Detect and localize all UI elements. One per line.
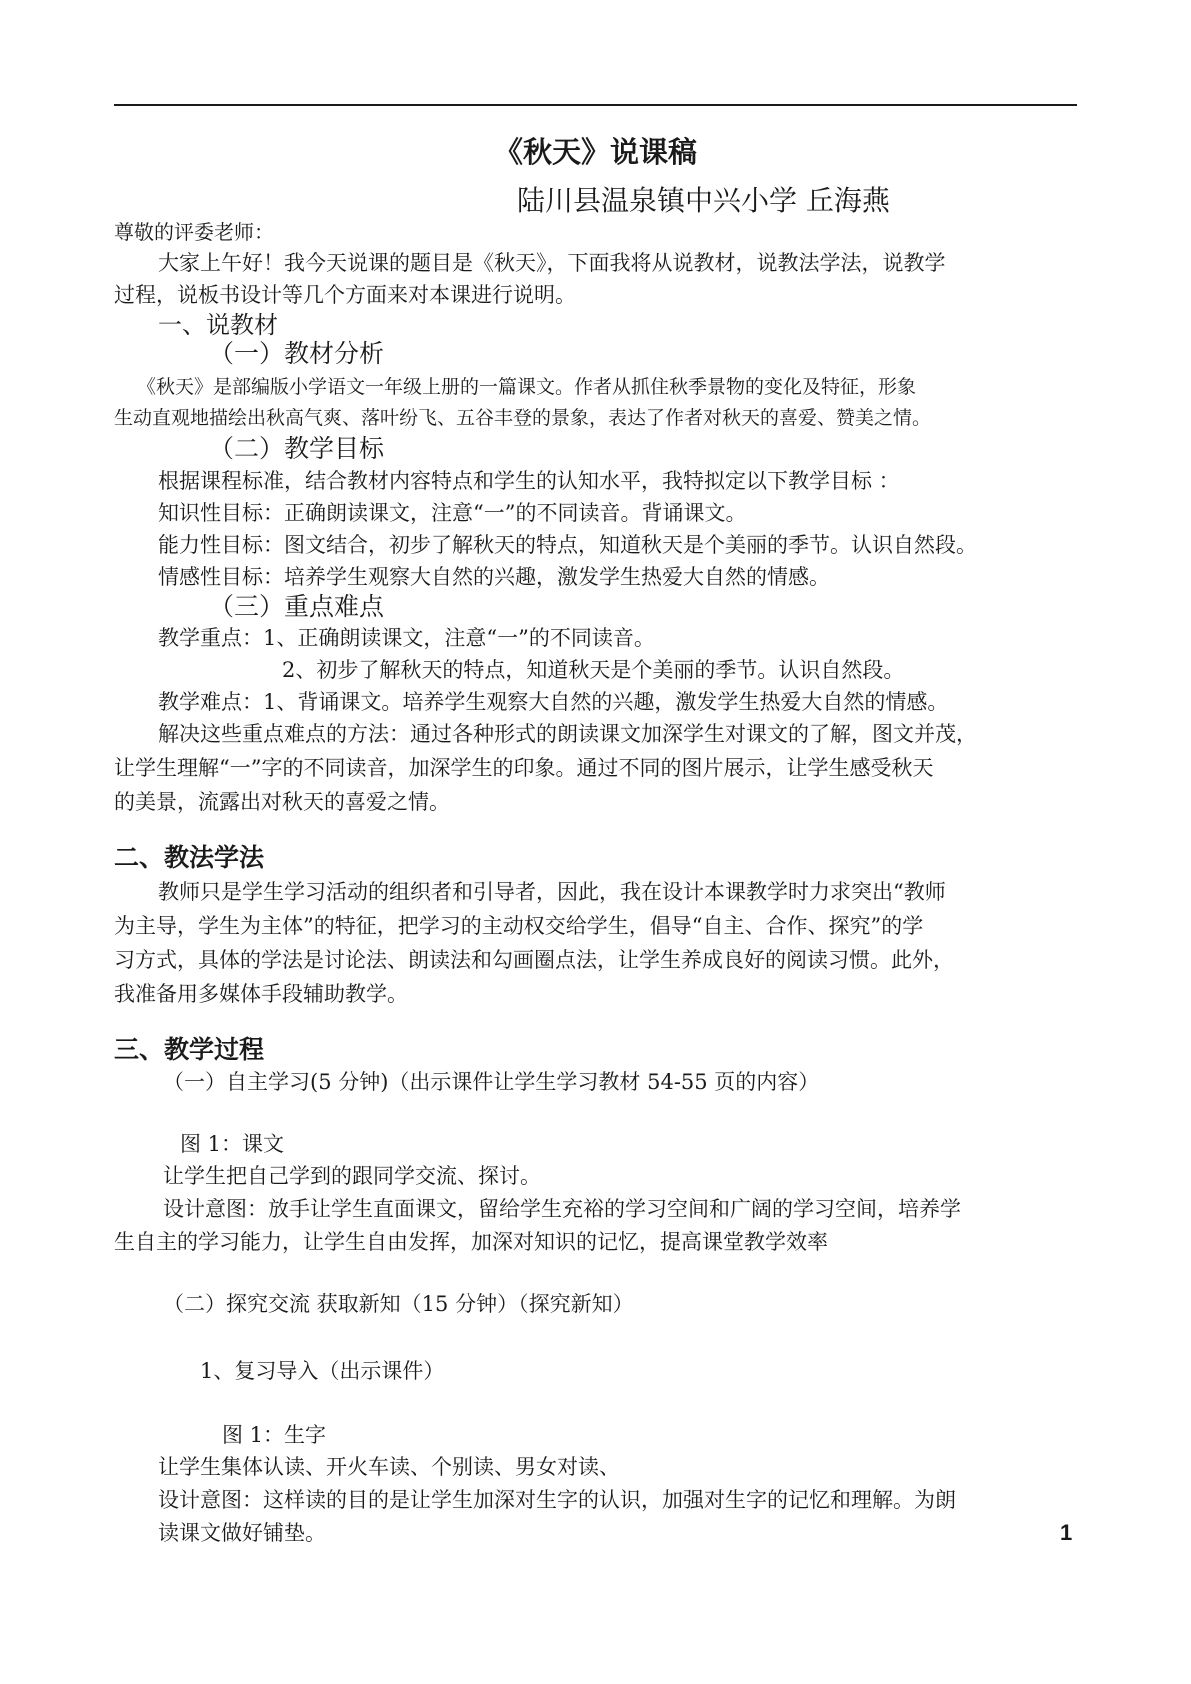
section-2-line-1: 教师只是学生学习活动的组织者和引导者，因此，我在设计本课教学时力求突出“教师 bbox=[158, 880, 946, 904]
key-point-2: 2、初步了解秋天的特点，知道秋天是个美丽的季节。认识自然段。 bbox=[282, 658, 905, 682]
section-1-sub-2-heading: （二）教学目标 bbox=[209, 434, 385, 463]
sub-2-line-1: 根据课程标准，结合教材内容特点和学生的认知水平，我特拟定以下教学目标 ： bbox=[158, 469, 900, 493]
method-line-3: 的美景，流露出对秋天的喜爱之情。 bbox=[114, 790, 450, 814]
intro-line-1: 大家上午好！我今天说课的题目是《秋天》，下面我将从说教材，说教法学法，说教学 bbox=[158, 251, 946, 275]
part-1-heading: （一）自主学习(5 分钟)（出示课件让学生学习教材 54-55 页的内容） bbox=[163, 1070, 820, 1094]
sub-2-line-2: 知识性目标：正确朗读课文，注意“一”的不同读音。背诵课文。 bbox=[158, 501, 747, 525]
greeting: 尊敬的评委老师： bbox=[114, 220, 274, 244]
sub-2-line-3: 能力性目标：图文结合，初步了解秋天的特点，知道秋天是个美丽的季节。认识自然段。 bbox=[158, 533, 977, 557]
key-point-1: 教学重点：1、正确朗读课文，注意“一”的不同读音。 bbox=[158, 626, 655, 650]
sub-2-line-4: 情感性目标：培养学生观察大自然的兴趣，激发学生热爱大自然的情感。 bbox=[158, 565, 830, 589]
part-1-line-1: 让学生把自己学到的跟同学交流、探讨。 bbox=[163, 1164, 541, 1188]
method-line-1: 解决这些重点难点的方法：通过各种形式的朗读课文加深学生对课文的了解，图文并茂， bbox=[158, 722, 977, 746]
section-2-line-2: 为主导，学生为主体”的特征，把学习的主动权交给学生，倡导“自主、合作、探究”的学 bbox=[114, 914, 924, 938]
section-3-heading: 三、教学过程 bbox=[114, 1035, 265, 1064]
method-line-2: 让学生理解“一”字的不同读音，加深学生的印象。通过不同的图片展示，让学生感受秋天 bbox=[114, 756, 934, 780]
author-line: 陆川县温泉镇中兴小学 丘海燕 bbox=[517, 184, 890, 217]
part-1-figure-caption: 图 1：课文 bbox=[180, 1132, 285, 1156]
page-number: 1 bbox=[1060, 1520, 1073, 1545]
part-2-step-1: 1、复习导入（出示课件） bbox=[200, 1359, 445, 1383]
section-1-sub-3-heading: （三）重点难点 bbox=[209, 592, 385, 621]
section-2-heading: 二、教法学法 bbox=[114, 843, 265, 872]
section-2-line-3: 习方式，具体的学法是讨论法、朗读法和勾画圈点法，让学生养成良好的阅读习惯。此外， bbox=[114, 948, 954, 972]
part-2-design-line-2: 读课文做好铺垫。 bbox=[158, 1521, 326, 1545]
part-2-design-line-1: 设计意图：这样读的目的是让学生加深对生字的认识，加强对生字的记忆和理解。为朗 bbox=[158, 1488, 956, 1512]
header-rule bbox=[114, 104, 1077, 106]
part-2-heading: （二）探究交流 获取新知（15 分钟）（探究新知） bbox=[163, 1292, 634, 1316]
document-title: 《秋天》说课稿 bbox=[493, 135, 697, 169]
difficulty-line: 教学难点：1、背诵课文。培养学生观察大自然的兴趣，激发学生热爱大自然的情感。 bbox=[158, 690, 949, 714]
intro-line-2: 过程，说板书设计等几个方面来对本课进行说明。 bbox=[114, 283, 576, 307]
section-1-sub-1-heading: （一）教材分析 bbox=[209, 339, 385, 368]
part-1-design-line-2: 生自主的学习能力，让学生自由发挥，加深对知识的记忆，提高课堂教学效率 bbox=[114, 1230, 828, 1254]
section-2-line-4: 我准备用多媒体手段辅助教学。 bbox=[114, 982, 408, 1006]
part-1-design-line-1: 设计意图：放手让学生直面课文，留给学生充裕的学习空间和广阔的学习空间，培养学 bbox=[163, 1197, 961, 1221]
sub-1-line-1: 《秋天》是部编版小学语文一年级上册的一篇课文。作者从抓住秋季景物的变化及特征，形象 bbox=[137, 376, 917, 398]
section-1-heading: 一、说教材 bbox=[158, 311, 278, 339]
part-2-figure-caption: 图 1：生字 bbox=[222, 1423, 327, 1447]
part-2-line-1: 让学生集体认读、开火车读、个别读、男女对读、 bbox=[158, 1455, 620, 1479]
sub-1-line-2: 生动直观地描绘出秋高气爽、落叶纷飞、五谷丰登的景象，表达了作者对秋天的喜爱、赞美之情。 bbox=[114, 407, 932, 429]
